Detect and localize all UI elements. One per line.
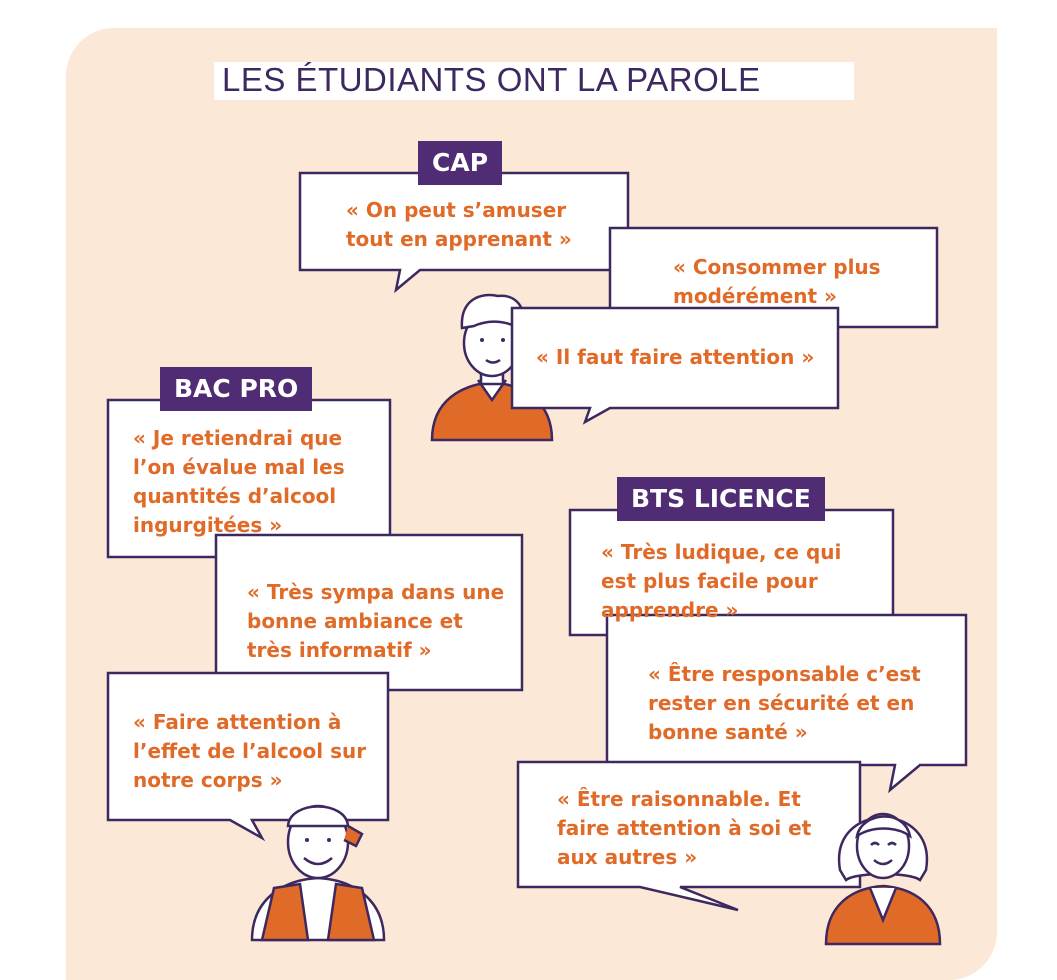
quote-bts-3: « Être raisonnable. Et faire attention à soi et aux autres »	[557, 787, 812, 869]
quote-cap-3: « Il faut faire attention »	[536, 345, 815, 369]
student-bacpro-avatar-icon	[252, 806, 384, 940]
quote-bacpro-2: « Très sympa dans une bonne ambiance et très informatif »	[247, 580, 505, 662]
quote-bts-2: « Être responsable c’est rester en sécurité et en bonne santé »	[648, 662, 921, 744]
badge-bts-licence: BTS LICENCE	[617, 477, 825, 521]
quote-bacpro-3: « Faire attention à l’effet de l’alcool sur notre corps »	[133, 710, 367, 792]
quote-cap-1: « On peut s’amuser tout en apprenant »	[346, 198, 572, 251]
quote-cap-2: « Consommer plus modérément »	[673, 255, 881, 308]
badge-bac-pro: BAC PRO	[160, 367, 312, 411]
quote-bacpro-1: « Je retiendrai que l’on évalue mal les quantités d’alcool ingurgitées »	[133, 426, 345, 537]
quote-bts-1: « Très ludique, ce qui est plus facile pour apprendre »	[601, 540, 842, 622]
page-title: LES ÉTUDIANTS ONT LA PAROLE	[222, 61, 761, 98]
badge-cap: CAP	[418, 141, 502, 185]
